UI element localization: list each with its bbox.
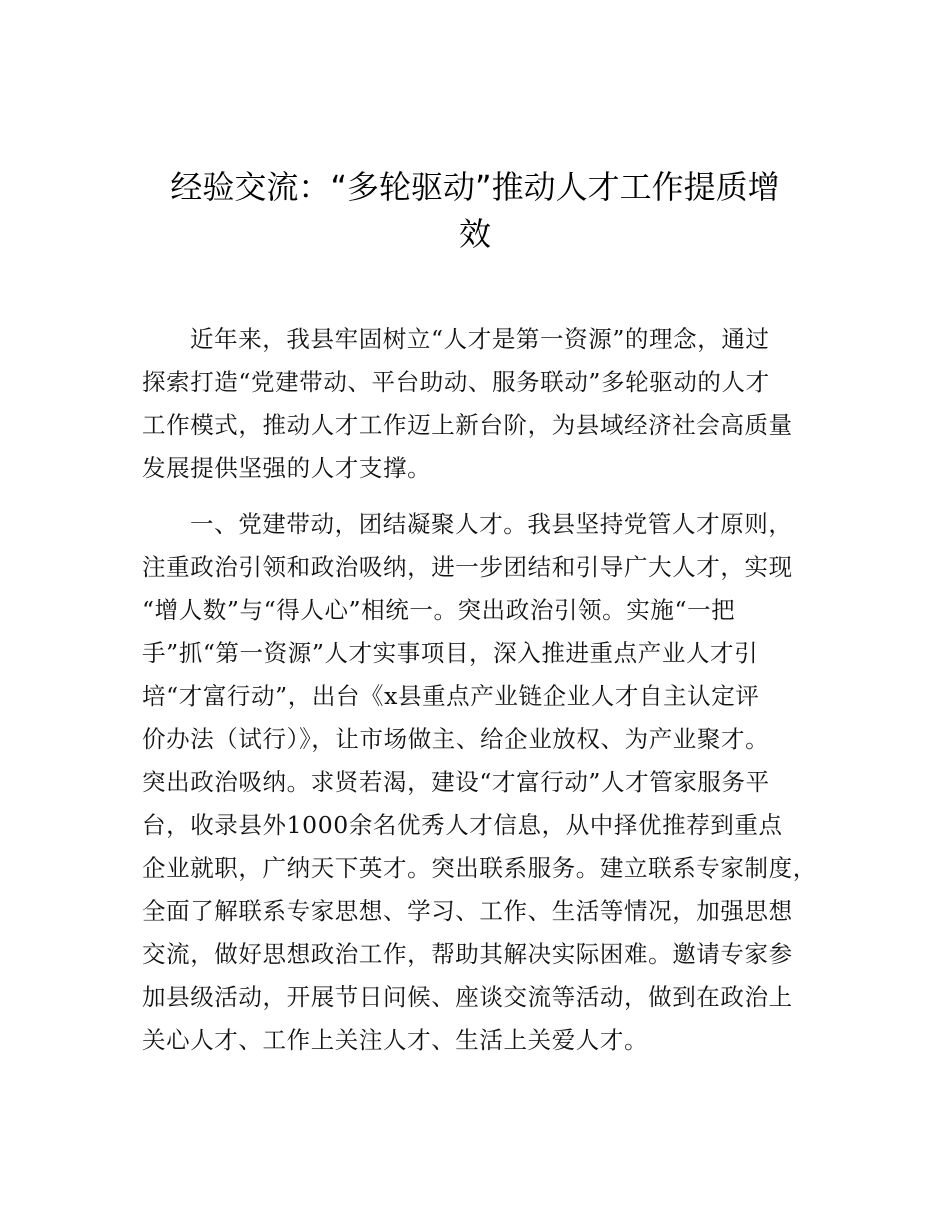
paragraph-line: 价办法（试行）》，让市场做主、给企业放权、为产业聚才。 — [142, 725, 770, 753]
paragraph-line: 台，收录县外1000余名优秀人才信息，从中择优推荐到重点 — [142, 811, 783, 839]
paragraph-line: 手”抓“第一资源”人才实事项目，深入推进重点产业人才引 — [142, 639, 759, 667]
paragraph-section-1 — [142, 503, 832, 1062]
paragraph-line: 全面了解联系专家思想、学习、工作、生活等情况，加强思想 — [142, 897, 793, 925]
paragraph-line: 近年来，我县牢固树立“人才是第一资源”的理念，通过 — [190, 325, 770, 353]
document-title — [0, 164, 950, 258]
paragraph-line: 关心人才、工作上关注人才、生活上关爱人才。 — [142, 1026, 649, 1054]
paragraph-line: 发展提供坚强的人才支撑。 — [142, 454, 432, 482]
title-line: 经验交流：“多轮驱动”推动人才工作提质增 — [170, 168, 780, 206]
paragraph-line: 交流，做好思想政治工作，帮助其解决实际困难。邀请专家参 — [142, 940, 793, 968]
paragraph-intro — [142, 318, 832, 490]
paragraph-line: 注重政治引领和政治吸纳，进一步团结和引导广大人才，实现 — [142, 553, 793, 581]
paragraph-line: 突出政治吸纳。求贤若渴，建设“才富行动”人才管家服务平 — [142, 768, 770, 796]
paragraph-line: 工作模式，推动人才工作迈上新台阶，为县域经济社会高质量 — [142, 411, 793, 439]
paragraph-line: 培“才富行动”，出台《x县重点产业链企业人才自主认定评 — [142, 682, 760, 710]
paragraph-line: 一、党建带动，团结凝聚人才。我县坚持党管人才原则， — [190, 510, 793, 538]
title-line: 效 — [458, 215, 491, 253]
paragraph-line: 企业就职，广纳天下英才。突出联系服务。建立联系专家制度， — [142, 854, 817, 882]
paragraph-line: “增人数”与“得人心”相统一。突出政治引领。实施“一把 — [142, 596, 736, 624]
paragraph-line: 加县级活动，开展节日问候、座谈交流等活动，做到在政治上 — [142, 983, 793, 1011]
paragraph-line: 探索打造“党建带动、平台助动、服务联动”多轮驱动的人才 — [142, 368, 770, 396]
